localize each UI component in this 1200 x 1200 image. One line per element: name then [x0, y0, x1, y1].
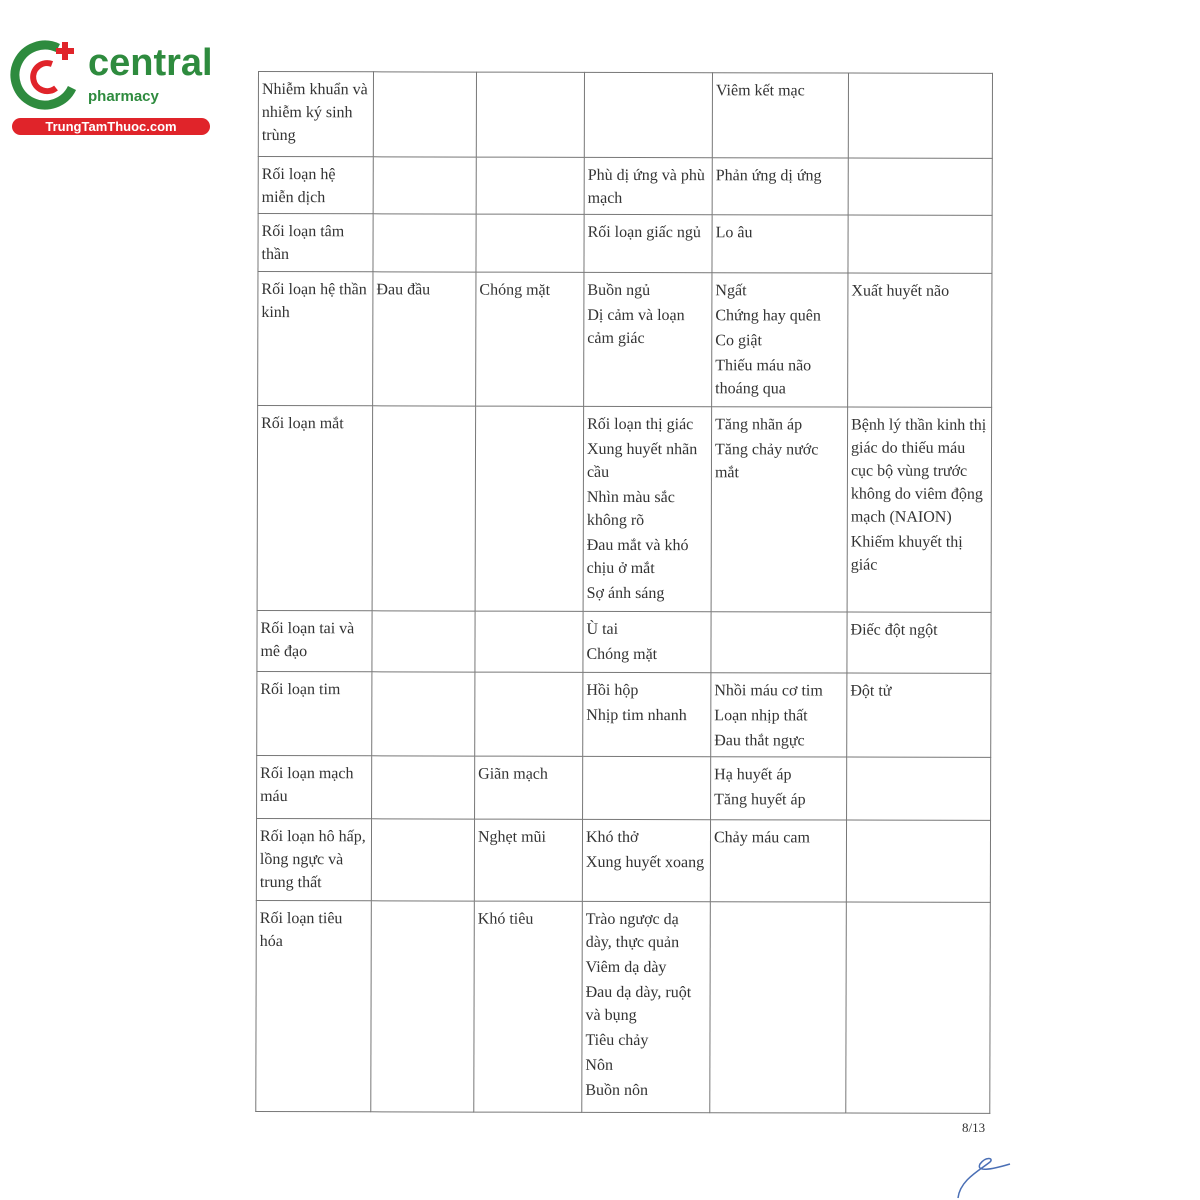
effect-item: Nhìn màu sắc không rõ	[586, 488, 675, 530]
effect-item: Đau dạ dày, ruột và bụng	[585, 983, 692, 1024]
organ-class-cell: Rối loạn hệ miễn dịch	[258, 157, 373, 214]
effect-item: Tăng nhãn áp	[715, 416, 803, 434]
table-row	[257, 755, 991, 820]
frequency-cell	[371, 819, 474, 901]
effect-item: Đột tử	[850, 682, 892, 700]
effect-item: Phù dị ứng và phù mạch	[587, 166, 705, 207]
frequency-cell	[372, 406, 476, 611]
effect-item: Đau mắt và khó chịu ở mắt	[586, 536, 689, 578]
organ-class-cell: Rối loạn hô hấp, lồng ngực và trung thất	[256, 818, 371, 900]
effect-item: Dị cảm và loạn cảm giác	[587, 306, 685, 348]
table-row	[257, 671, 991, 757]
frequency-cell	[373, 272, 476, 406]
effect-item: Chóng mặt	[586, 645, 658, 664]
frequency-cell	[475, 406, 584, 611]
frequency-cell	[372, 672, 475, 756]
frequency-cell	[474, 901, 583, 1112]
effect-item: Nghẹt mũi	[477, 828, 547, 846]
page-number: 8/13	[962, 1120, 986, 1135]
organ-class-cell: Rối loạn tiêu hóa	[256, 900, 372, 1111]
table-row	[258, 272, 992, 408]
frequency-cell	[373, 72, 476, 157]
effect-item: Bệnh lý thần kinh thị giác do thiếu máu cục bộ vùng trước không do viêm động mạch (NAION)	[850, 416, 987, 526]
effect-item: Viêm dạ dày	[585, 958, 667, 977]
frequency-cell	[584, 214, 712, 272]
logo-site: TrungTamThuoc.com	[12, 118, 210, 135]
frequency-cell	[711, 757, 847, 820]
frequency-cell	[371, 901, 475, 1112]
effect-item: Phản ứng dị ứng	[715, 167, 822, 185]
frequency-cell	[847, 407, 992, 612]
frequency-cell	[583, 611, 711, 672]
effect-item: Trào ngược dạ dày, thực quản	[585, 910, 680, 952]
organ-class-cell: Rối loạn tim	[257, 671, 372, 755]
frequency-cell	[373, 157, 476, 214]
frequency-cell	[711, 673, 847, 757]
effect-item: Xuất huyết não	[851, 282, 950, 300]
frequency-cell	[475, 672, 583, 756]
effect-item: Hạ huyết áp	[714, 766, 792, 784]
effect-item: Lo âu	[715, 224, 753, 242]
effect-item: Khiếm khuyết thị giác	[850, 533, 963, 574]
frequency-cell	[372, 611, 475, 672]
organ-class-cell: Rối loạn mắt	[257, 406, 373, 611]
effect-item: Giãn mạch	[478, 765, 548, 783]
frequency-cell	[582, 819, 710, 901]
frequency-cell	[476, 272, 584, 406]
effect-item: Thiếu máu não thoáng qua	[715, 357, 812, 398]
organ-class-cell: Nhiễm khuẩn và nhiễm ký sinh trùng	[258, 72, 373, 157]
effect-item: Ù tai	[586, 620, 619, 638]
frequency-cell	[710, 902, 847, 1113]
effect-item: Chảy máu cam	[713, 829, 810, 847]
effect-item: Đau đầu	[376, 281, 431, 299]
effect-item: Đau thắt ngực	[714, 732, 805, 750]
effect-item: Hồi hộp	[586, 681, 639, 699]
frequency-cell	[583, 756, 711, 819]
effect-item: Tăng huyết áp	[714, 791, 806, 809]
frequency-cell	[475, 611, 583, 672]
frequency-cell	[583, 672, 711, 756]
organ-class-cell: Rối loạn hệ thần kinh	[258, 272, 373, 406]
side-effects-table	[255, 71, 993, 1114]
effect-item: Sợ ánh sáng	[586, 584, 665, 603]
table-row	[256, 900, 991, 1113]
effect-item: Chóng mặt	[479, 281, 551, 299]
effect-item: Ngất	[715, 282, 747, 300]
organ-class-cell: Rối loạn tai và mê đạo	[257, 610, 372, 671]
frequency-cell	[582, 901, 711, 1112]
frequency-cell	[847, 673, 991, 757]
table-row	[257, 406, 992, 613]
frequency-cell	[584, 157, 712, 214]
effect-item: Nhồi máu cơ tim	[714, 682, 823, 700]
logo-sub: pharmacy	[88, 88, 159, 105]
frequency-cell	[476, 72, 584, 157]
central-pharmacy-logo	[10, 38, 215, 138]
frequency-cell	[474, 819, 582, 901]
frequency-cell	[711, 407, 848, 612]
effect-item: Xung huyết xoang	[585, 853, 705, 872]
frequency-cell	[712, 273, 848, 407]
table-row	[256, 818, 990, 902]
effect-item: Rối loạn thị giác	[587, 415, 694, 434]
effect-item: Nôn	[585, 1056, 613, 1074]
effect-item: Buồn nôn	[585, 1081, 649, 1100]
frequency-cell	[712, 215, 848, 273]
organ-class-cell: Rối loạn mạch máu	[257, 755, 372, 818]
table-row	[258, 157, 992, 216]
effect-item: Viêm kết mạc	[715, 82, 805, 100]
frequency-cell	[372, 756, 475, 819]
frequency-cell	[848, 273, 992, 407]
logo-mark-icon	[10, 38, 82, 110]
frequency-cell	[584, 272, 712, 406]
effect-item: Tăng chảy nước mắt	[714, 441, 819, 482]
effect-item: Khó tiêu	[477, 910, 534, 928]
frequency-cell	[712, 158, 848, 215]
frequency-cell	[848, 215, 992, 273]
frequency-cell	[847, 612, 991, 673]
effect-item: Loạn nhịp thất	[714, 707, 808, 725]
frequency-cell	[847, 757, 991, 820]
effect-item: Khó thở	[585, 828, 639, 846]
frequency-cell	[476, 157, 584, 214]
frequency-cell	[584, 72, 712, 157]
effect-item: Nhịp tim nhanh	[586, 706, 687, 725]
frequency-cell	[476, 214, 584, 272]
effect-item: Chứng hay quên	[715, 307, 821, 325]
frequency-cell	[848, 73, 992, 158]
frequency-cell	[846, 820, 990, 902]
frequency-cell	[848, 158, 992, 215]
frequency-cell	[711, 612, 847, 673]
organ-class-cell: Rối loạn tâm thần	[258, 214, 373, 272]
effect-item: Tiêu chảy	[585, 1031, 649, 1050]
table-row	[258, 214, 992, 274]
effect-item: Xung huyết nhãn cầu	[586, 440, 698, 481]
effect-item: Rối loạn giấc ngủ	[587, 223, 701, 242]
frequency-cell	[373, 214, 476, 272]
effect-item: Co giật	[715, 332, 762, 350]
logo-brand: central	[88, 42, 213, 84]
table-row	[258, 72, 992, 159]
table-row	[257, 610, 991, 673]
signature-mark	[950, 1150, 1020, 1200]
effect-item: Điếc đột ngột	[850, 621, 938, 639]
frequency-cell	[583, 406, 712, 611]
frequency-cell	[475, 756, 583, 819]
frequency-cell	[846, 902, 991, 1113]
frequency-cell	[712, 73, 848, 158]
effect-item: Buồn ngủ	[587, 281, 651, 300]
frequency-cell	[710, 820, 846, 902]
